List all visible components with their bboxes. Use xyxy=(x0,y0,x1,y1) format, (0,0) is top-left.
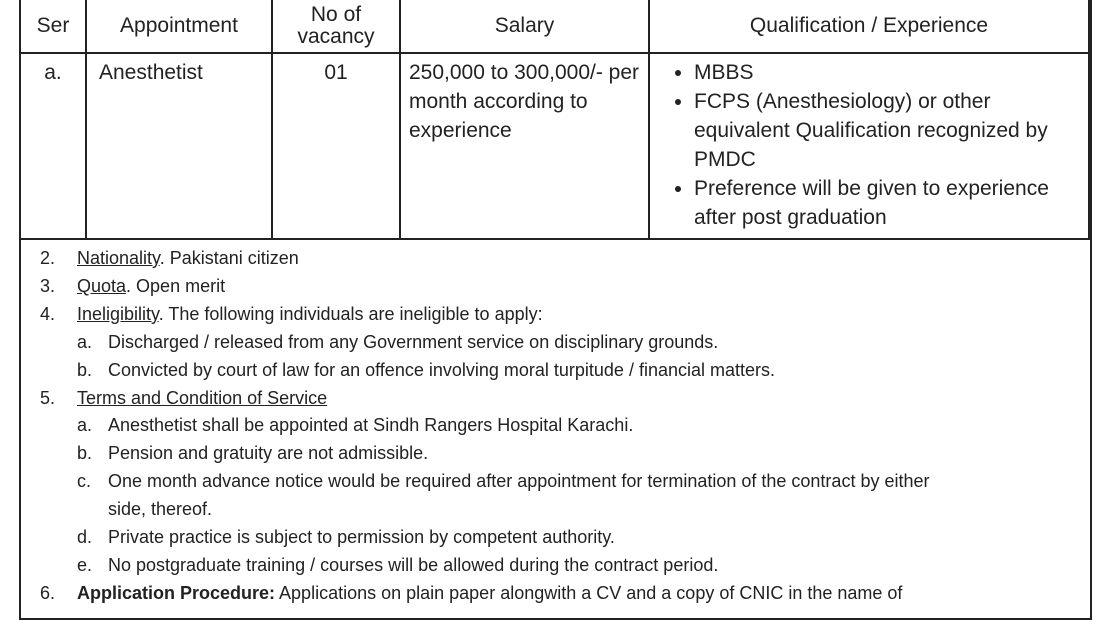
terms-section xyxy=(40,245,1080,608)
qualification-item: • Preference will be given to experience after post graduation xyxy=(694,174,1058,232)
qualification-item: • FCPS (Anesthesiology) or other equivalent Qualification recognized by PMDC xyxy=(694,87,1058,174)
cell-ser: a. xyxy=(20,53,86,239)
para-title: Terms and Condition of Service xyxy=(77,387,328,408)
sub-item xyxy=(40,440,1080,468)
para-quota xyxy=(40,273,1080,301)
para-number: 2. xyxy=(40,248,56,268)
sub-text: Anesthetist shall be appointed at Sindh Rangers Hospital Karachi. xyxy=(108,415,634,436)
qualification-item: • MBBS xyxy=(694,58,1058,87)
header-appointment: Appointment xyxy=(86,0,272,53)
sub-text: Convicted by court of law for an offence involving moral turpitude / financial matters. xyxy=(108,359,776,380)
sub-item xyxy=(40,357,1080,385)
para-terms xyxy=(40,385,1080,413)
sub-item xyxy=(40,412,1080,440)
para-title: Quota xyxy=(77,275,127,296)
para-ineligibility xyxy=(40,301,1080,329)
sub-letter: b. xyxy=(77,359,93,380)
para-nationality xyxy=(40,245,1080,273)
sub-letter: a. xyxy=(77,415,93,436)
sub-text: Private practice is subject to permission by competent authority. xyxy=(108,527,615,548)
cell-salary: 250,000 to 300,000/- per month according to experience xyxy=(400,53,649,239)
sub-letter: e. xyxy=(77,554,93,575)
header-qualification: Qualification / Experience xyxy=(649,0,1089,53)
para-text: . Open merit xyxy=(126,275,226,296)
para-text: . Pakistani citizen xyxy=(159,248,299,268)
sub-letter: a. xyxy=(77,331,93,352)
sub-item xyxy=(40,468,1080,496)
sub-item xyxy=(40,552,1080,580)
sub-text: Pension and gratuity are not admissible. xyxy=(108,443,429,464)
para-text: . The following individuals are ineligible to apply: xyxy=(158,303,543,324)
para-number: 3. xyxy=(40,275,56,296)
sub-letter: b. xyxy=(77,443,93,464)
sub-item xyxy=(40,524,1080,552)
para-title: Nationality xyxy=(77,248,160,268)
sub-item-continuation: side, thereof. xyxy=(108,499,213,520)
header-salary: Salary xyxy=(400,0,649,53)
para-title: Ineligibility xyxy=(77,303,159,324)
sub-text: One month advance notice would be required after appointment for termination of the contract by either xyxy=(108,471,930,492)
cell-vacancy: 01 xyxy=(272,53,400,239)
sub-text: Discharged / released from any Government service on disciplinary grounds. xyxy=(108,331,719,352)
cell-qualification xyxy=(649,53,1089,239)
table-row xyxy=(20,53,1089,239)
sub-letter: d. xyxy=(77,527,93,548)
header-vacancy: No of vacancy xyxy=(272,0,400,53)
para-application-procedure xyxy=(40,580,1080,608)
para-number: 5. xyxy=(40,387,56,408)
table-header-row xyxy=(20,0,1089,53)
sub-letter: c. xyxy=(77,471,92,492)
sub-text: No postgraduate training / courses will be allowed during the contract period. xyxy=(108,554,719,575)
vacancy-table xyxy=(19,0,1090,240)
sub-item xyxy=(40,329,1080,357)
para-number: 4. xyxy=(40,303,56,324)
para-number: 6. xyxy=(40,582,56,603)
cell-appointment: Anesthetist xyxy=(86,53,272,239)
header-ser: Ser xyxy=(20,0,86,53)
para-text: Applications on plain paper alongwith a CV and a copy of CNIC in the name of xyxy=(275,582,903,603)
para-title: Application Procedure: xyxy=(77,582,276,603)
